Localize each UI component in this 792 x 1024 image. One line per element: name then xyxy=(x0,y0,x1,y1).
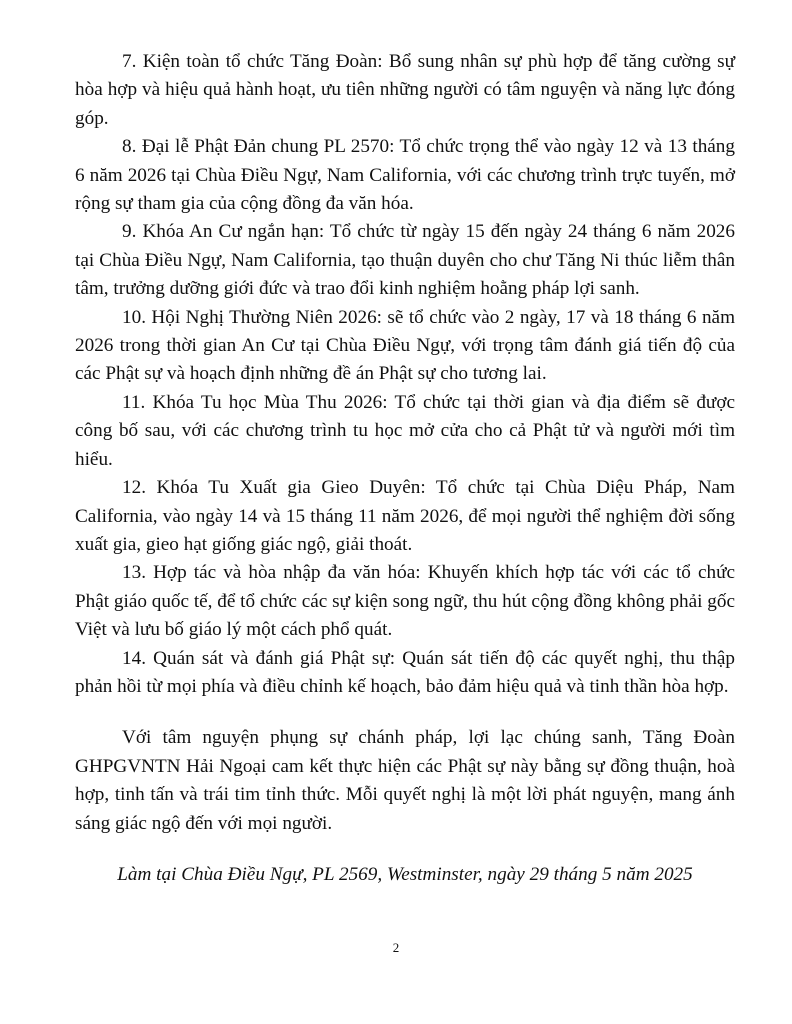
page-number: 2 xyxy=(392,940,400,955)
closing-paragraph: Với tâm nguyện phụng sự chánh pháp, lợi lạc chúng sanh, Tăng Đoàn GHPGVNTN Hải Ngoại cam kết thực hiện các Phật sự này bằng sự đồng thuận, hoà hợp, tinh tấn và trái tim tỉnh thức. Mỗi quyết nghị là một lời phát nguyện, mang ánh sáng giác ngộ đến với mọi người. xyxy=(75,727,735,834)
resolution-item-10: 10. Hội Nghị Thường Niên 2026: sẽ tổ chức vào 2 ngày, 17 và 18 tháng 6 năm 2026 trong thời gian An Cư tại Chùa Điều Ngự, với trọng tâm đánh giá tiến độ của các Phật sự và hoạch định những đề án Phật sự cho tương lai. xyxy=(75,306,735,385)
resolution-item-9: 9. Khóa An Cư ngắn hạn: Tổ chức từ ngày 15 đến ngày 24 tháng 6 năm 2026 tại Chùa Điều Ngự, Nam California, tạo thuận duyên cho chư Tăng Ni thúc liễm thân tâm, trưởng dưỡng giới đức và trao đổi kinh nghiệm hoằng pháp lợi sanh. xyxy=(75,221,735,300)
document-body xyxy=(75,48,735,889)
resolution-item-13: 13. Hợp tác và hòa nhập đa văn hóa: Khuyến khích hợp tác với các tổ chức Phật giáo quốc tế, để tổ chức các sự kiện song ngữ, thu hút cộng đồng không phải gốc Việt và lưu bố giáo lý một cách phổ quát. xyxy=(75,562,735,641)
resolution-item-8: 8. Đại lễ Phật Đản chung PL 2570: Tổ chức trọng thể vào ngày 12 và 13 tháng 6 năm 2026 tại Chùa Điều Ngự, Nam California, với các chương trình trực tuyến, mở rộng sự tham gia của cộng đồng đa văn hóa. xyxy=(75,136,735,215)
resolution-item-14: 14. Quán sát và đánh giá Phật sự: Quán sát tiến độ các quyết nghị, thu thập phản hồi từ mọi phía và điều chỉnh kế hoạch, bảo đảm hiệu quả và tinh thần hòa hợp. xyxy=(75,647,735,697)
resolution-item-12: 12. Khóa Tu Xuất gia Gieo Duyên: Tổ chức tại Chùa Diệu Pháp, Nam California, vào ngày 14 và 15 tháng 11 năm 2026, để mọi người thể nghiệm đời sống xuất gia, gieo hạt giống giác ngộ, giải thoát. xyxy=(75,477,735,555)
resolution-item-7: 7. Kiện toàn tổ chức Tăng Đoàn: Bổ sung nhân sự phù hợp để tăng cường sự hòa hợp và hiệu quả hành hoạt, ưu tiên những người có tâm nguyện và năng lực đóng góp. xyxy=(75,51,735,129)
resolution-item-11: 11. Khóa Tu học Mùa Thu 2026: Tổ chức tại thời gian và địa điểm sẽ được công bố sau, với các chương trình tu học mở cửa cho cả Phật tử và người mới tìm hiểu. xyxy=(75,391,735,470)
signature-line: Làm tại Chùa Điều Ngự, PL 2569, Westminster, ngày 29 tháng 5 năm 2025 xyxy=(117,863,693,885)
